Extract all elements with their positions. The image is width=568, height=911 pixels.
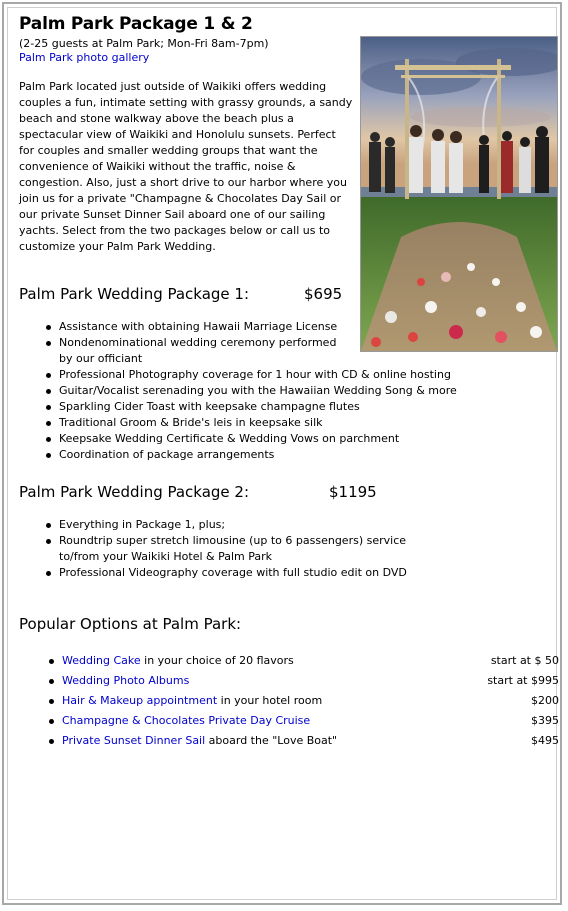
day-cruise-link[interactable]: Champagne & Chocolates Private Day Cruise (62, 714, 311, 727)
list-item: Professional Videography coverage with full studio edit on DVD (59, 565, 559, 581)
option-price: $495 (531, 734, 559, 747)
intro-paragraph: Palm Park located just outside of Waikiki offers wedding couples a fun, intimate setting with grassy grounds, a sandy beach and stone walkway above the beach plus a spectacular view of Waikiki and Honolulu sunsets. Perfect for couples and smaller wedding groups that want the convenience of Waikiki without the traffic, noise & congestion. Also, just a short drive to our harbor where you join us for a private "Champagne & Chocolates Day Sail or our private Sunset Dinner Sail aboard one of our sailing yachts. Select from the two packages below or call us to customize your Palm Park Wedding. (19, 80, 353, 253)
option-text: in your choice of 20 flavors (140, 654, 294, 667)
option-row (62, 713, 559, 733)
content (19, 14, 559, 753)
option-price: start at $995 (487, 674, 559, 687)
list-item: Keepsake Wedding Certificate & Wedding Vows on parchment (59, 431, 559, 447)
page-frame (2, 2, 562, 905)
package2-price: $1195 (329, 483, 377, 501)
option-price: start at $ 50 (490, 654, 559, 667)
option-row (62, 673, 559, 693)
options-section (19, 615, 559, 753)
photo-gallery-link[interactable]: Palm Park photo gallery (19, 51, 150, 64)
list-item: Roundtrip super stretch limousine (up to 6 passengers) service to/from your Waikiki Hotel & Palm Park (59, 533, 429, 565)
option-row (62, 693, 559, 713)
wedding-cake-link[interactable]: Wedding Cake (62, 654, 141, 667)
list-item: Guitar/Vocalist serenading you with the Hawaiian Wedding Song & more (59, 383, 559, 399)
option-text: aboard the "Love Boat" (205, 734, 338, 747)
list-item: Professional Photography coverage for 1 hour with CD & online hosting (59, 367, 559, 383)
list-item: Assistance with obtaining Hawaii Marriage License (59, 319, 559, 335)
sunset-dinner-sail-link[interactable]: Private Sunset Dinner Sail (62, 734, 206, 747)
hair-makeup-link[interactable]: Hair & Makeup appointment (62, 694, 218, 707)
options-title: Popular Options at Palm Park: (19, 615, 242, 633)
list-item: Nondenominational wedding ceremony performed by our officiant (59, 335, 349, 367)
package2-list (19, 517, 559, 581)
page-subtitle: (2-25 guests at Palm Park; Mon-Fri 8am-7pm) (19, 37, 269, 50)
page-title: Palm Park Package 1 & 2 (19, 14, 253, 34)
options-list (19, 653, 559, 753)
option-row (62, 653, 559, 673)
package1-title: Palm Park Wedding Package 1: (19, 285, 250, 303)
list-item: Everything in Package 1, plus; (59, 517, 559, 533)
option-price: $200 (531, 694, 559, 707)
photo-albums-link[interactable]: Wedding Photo Albums (62, 674, 190, 687)
package2-heading (19, 483, 559, 503)
list-item: Traditional Groom & Bride's leis in keepsake silk (59, 415, 559, 431)
wedding-photo (360, 36, 558, 352)
list-item: Sparkling Cider Toast with keepsake champagne flutes (59, 399, 559, 415)
package2-title: Palm Park Wedding Package 2: (19, 483, 250, 501)
option-row (62, 733, 559, 753)
package2-section (19, 483, 559, 581)
package1-price: $695 (304, 285, 343, 303)
list-item: Coordination of package arrangements (59, 447, 559, 463)
option-text: in your hotel room (217, 694, 323, 707)
option-price: $395 (531, 714, 559, 727)
